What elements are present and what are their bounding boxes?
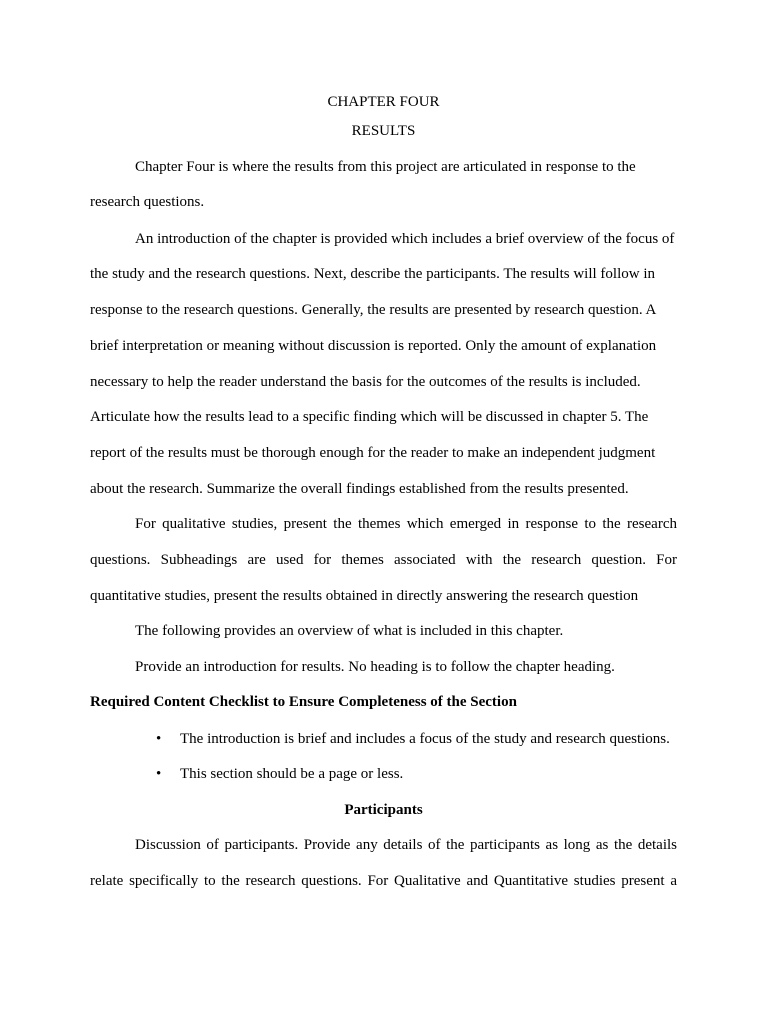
overview-paragraph-line: brief interpretation or meaning without discussion is reported. Only the amount of explanation: [90, 338, 657, 354]
qualitative-paragraph-line: quantitative studies, present the results obtained in directly answering the research question: [90, 588, 639, 604]
overview-paragraph-line: necessary to help the reader understand the basis for the outcomes of the results is included.: [90, 374, 641, 390]
overview-paragraph-line: report of the results must be thorough enough for the reader to make an independent judgment: [90, 445, 656, 461]
checklist-heading: Required Content Checklist to Ensure Completeness of the Section: [90, 694, 517, 710]
overview-paragraph-line: the study and the research questions. Next, describe the participants. The results will follow in: [90, 266, 655, 282]
qualitative-paragraph-line: questions. Subheadings are used for themes associated with the research question. For: [90, 552, 677, 568]
chapter-title: RESULTS: [351, 123, 416, 139]
overview-paragraph-line: about the research. Summarize the overall findings established from the results presented.: [90, 481, 629, 497]
provide-line: Provide an introduction for results. No heading is to follow the chapter heading.: [135, 659, 615, 675]
participants-heading: Participants: [344, 802, 423, 818]
overview-paragraph-line: An introduction of the chapter is provided which includes a brief overview of the focus of: [135, 231, 675, 247]
chapter-label: CHAPTER FOUR: [327, 94, 440, 110]
participants-paragraph-line: relate specifically to the research questions. For Qualitative and Quantitative studies present a: [90, 873, 677, 889]
bullet-icon: •: [156, 731, 162, 747]
checklist-item-text: The introduction is brief and includes a focus of the study and research questions.: [180, 731, 670, 747]
intro-paragraph-line: Chapter Four is where the results from this project are articulated in response to the: [135, 159, 636, 175]
qualitative-paragraph-line: For qualitative studies, present the themes which emerged in response to the research: [135, 516, 677, 532]
checklist-item: [156, 764, 403, 784]
overview-paragraph-line: response to the research questions. Generally, the results are presented by research question. A: [90, 302, 657, 318]
participants-paragraph-line: Discussion of participants. Provide any details of the participants as long as the details: [135, 837, 677, 853]
bullet-icon: •: [156, 766, 162, 782]
checklist-item: [156, 729, 670, 749]
following-line: The following provides an overview of what is included in this chapter.: [135, 623, 564, 639]
intro-paragraph-line: research questions.: [90, 194, 205, 210]
overview-paragraph-line: Articulate how the results lead to a specific finding which will be discussed in chapter 5. The: [90, 409, 649, 425]
checklist-item-text: This section should be a page or less.: [180, 766, 404, 782]
